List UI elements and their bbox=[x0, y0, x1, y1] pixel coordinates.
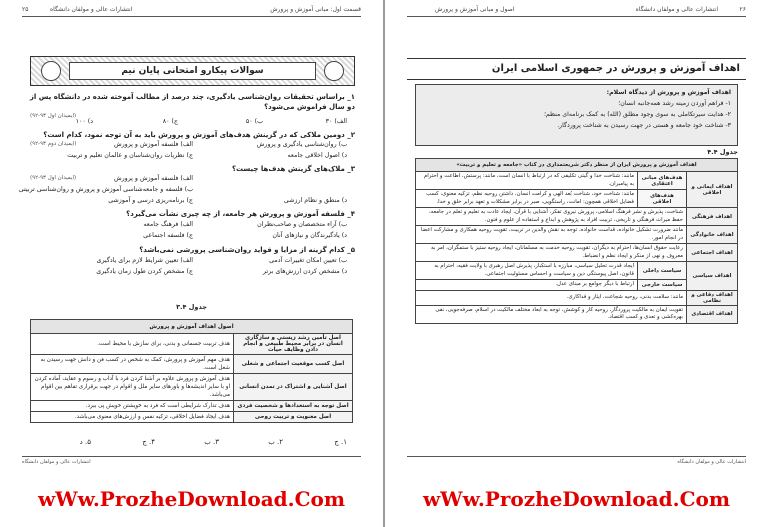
goal-category: اهداف ایمانی و اخلاقی bbox=[687, 172, 738, 208]
table-3-4-caption: جدول ۳.۴ bbox=[176, 303, 207, 311]
left-page-header bbox=[22, 6, 361, 17]
watermark: wWw.ProzheDownload.Com bbox=[37, 487, 346, 511]
table-row bbox=[416, 305, 738, 323]
answer-3: ۳. ب bbox=[204, 438, 219, 446]
table-row-description: هدف تربیت جسمانی و بدنی، برای سازش با محیط است. bbox=[31, 334, 234, 355]
question-4-option-c: ج) فلسفه اجتماعی bbox=[143, 232, 193, 239]
table-row-principle: اصل توجه به استعدادها و شخصیت فردی bbox=[234, 401, 353, 412]
table-row bbox=[31, 334, 353, 355]
question-5-option-a: الف) تعیین شرایط لازم برای یادگیری bbox=[96, 257, 193, 264]
question-5-option-b: ب) تعیین امکان تغییرات آدمی bbox=[269, 257, 347, 264]
left-page bbox=[0, 0, 383, 527]
right-header-series: انتشارات عالی و مولفان دانشگاه bbox=[635, 6, 718, 13]
question-1-option-c: ج) ۸۰ bbox=[162, 118, 178, 125]
answer-2: ۲. ب bbox=[268, 438, 283, 446]
table-row bbox=[31, 401, 353, 412]
question-4-option-a: الف) فرهنگ جامعه bbox=[143, 221, 193, 228]
goal-subcategory: سیاست خارجی bbox=[638, 280, 687, 291]
goal-description: تقویت ایمان به مالکیت پروردگار، روحیه کار و کوشش، توجه به ابعاد مختلف مالکیت در اسلام، صرفه‌جویی، نفی بهره‌کشی و تعدی و کسب اقتصاد. bbox=[416, 305, 687, 323]
question-3-option-a: الف) فلسفه آموزش و پرورش bbox=[113, 175, 193, 182]
goal-description: مانند ضرورت تشکیل خانواده، قداست خانواده، توجه به نقش والدین در تربیت، تقویت روحیه همکاری و مشارکت اعضا در انجام امور. bbox=[416, 226, 687, 244]
table-row bbox=[31, 355, 353, 374]
question-2-option-c: ج) نظریات روان‌شناسان و عالمان تعلیم و تربیت bbox=[67, 152, 193, 159]
goal-category: اهداف اقتصادی bbox=[687, 305, 738, 323]
question-2-source: (ایمیدان دوم ۹۳-۹۲) bbox=[30, 141, 77, 147]
table-row bbox=[31, 374, 353, 401]
right-page-footer bbox=[407, 456, 746, 469]
table-row bbox=[31, 412, 353, 423]
aims-item: ۲- هدایت سیرتکاملی به سوی وجود مطلق (الله) به کمک برنامه‌ای منظم؛ bbox=[543, 111, 731, 118]
question-2: ۲_ دومین ملاکی که در گزینش هدف‌های آموزش و پرورش باید به آن توجه نمود، کدام است؟ bbox=[43, 131, 355, 139]
right-page bbox=[385, 0, 768, 527]
table-row bbox=[416, 290, 738, 305]
table-row-description: هدف تدارک شرایطی است که فرد به خویشتن خویش پی ببرد. bbox=[31, 401, 234, 412]
iran-education-goals-table bbox=[415, 158, 738, 324]
question-4-option-b: ب) آراء متخصصان و صاحب‌نظران bbox=[257, 221, 347, 228]
question-5-option-d: د) مشخص کردن ارزش‌های برتر bbox=[262, 268, 347, 275]
question-1-option-d: د) ۱۰۰ bbox=[75, 118, 93, 125]
question-3-option-c: ج) برنامه‌ریزی درسی و آموزشی bbox=[108, 197, 193, 204]
left-page-number: ۲۵ bbox=[22, 6, 29, 13]
question-4: ۴_ فلسفه آموزش و پرورش هر جامعه، از چه چیزی نشأت می‌گیرد؟ bbox=[126, 210, 355, 218]
aims-heading: اهداف آموزش و پرورش از دیدگاه اسلام: bbox=[606, 89, 731, 96]
ornament-icon bbox=[41, 61, 61, 81]
right-page-header bbox=[407, 6, 746, 17]
left-page-footer bbox=[22, 456, 361, 469]
question-2-option-a: الف) فلسفه آموزش و پرورش bbox=[113, 141, 193, 148]
question-1: ۱_ براساس تحقیقات روان‌شناسی یادگیری، چند درصد از مطالب آموخته شده در دانشگاه پس از دو سال فراموش می‌شود؟ bbox=[29, 93, 355, 111]
exam-questions-banner bbox=[30, 56, 355, 86]
goal-category: اهداف سیاسی bbox=[687, 262, 738, 291]
goal-description: ایجاد قدرت تحلیل سیاسی، مبارزه با استکبار، پذیرش اصل رهبری با ولایت فقیه، احترام به قانون، اصل پیوستگی دین و سیاست و احساس مسئولیت اجتماعی. bbox=[416, 262, 638, 280]
question-3-option-b: ب) فلسفه و جامعه‌شناسی آموزش و پرورش و روان‌شناسی تربیتی bbox=[18, 186, 193, 193]
table-row-principle: اصل کسب موقعیت اجتماعی و شغلی bbox=[234, 355, 353, 374]
table-title: اصول اهداف آموزش و پرورش bbox=[31, 320, 353, 334]
answer-1: ۱. ج bbox=[334, 438, 347, 446]
goal-description: مانند: شناخت خدا و گیتی تکلیفی که در ارتباط با انسان است، مانند: پرستش، اطاعت و احترام به پیامبران. bbox=[416, 172, 638, 190]
section-title: اهداف آموزش و پرورش در جمهوری اسلامی ایران bbox=[407, 58, 746, 80]
goal-description: شناخت، پذیرش و نشر فرهنگ اسلامی، پرورش نیروی تفکر، آشنایی با قرآن، ایجاد عادت به تعلیم و تعلم در جامعه، حفظ میراث فرهنگی و تاریخی، تربیت افراد به پژوهش و ابداع و استفاده از علوم و فنون. bbox=[416, 208, 687, 226]
aims-item: ۳- شناخت خود جامعه و هستی در جهت رسیدن به شناخت پروردگار. bbox=[557, 122, 731, 129]
question-2-option-d: د) اصول اخلاقی جامعه bbox=[287, 152, 347, 159]
left-header-series: انتشارات عالی و مولفان دانشگاه bbox=[50, 6, 133, 13]
question-3: ۳_ ملاک‌های گزینش هدف‌ها چیست؟ bbox=[231, 165, 355, 173]
table-row bbox=[416, 244, 738, 262]
goal-subcategory: هدف‌های مبانی اعتقادی bbox=[638, 172, 687, 190]
question-3-source: (ایمیدان اول ۹۳-۹۲) bbox=[30, 175, 77, 181]
watermark: wWw.ProzheDownload.Com bbox=[422, 487, 731, 511]
question-4-option-d: د) یادگیرندگان و نیازهای آنان bbox=[272, 232, 347, 239]
publisher-logo: انتشارات عالی و مولفان دانشگاه bbox=[22, 459, 91, 465]
table-row bbox=[416, 172, 738, 190]
goal-description: مانند: شناخت خود، شناخت بُعد الهی و کرامت انسان، داشتن روحیه نظم، تزکیه معنوی، کسب فضایل اخلاقی همچون: امانت، راستگویی، صبر در برابر مشکلات و تعهد برابر خلق و خدا. bbox=[416, 190, 638, 208]
table-4-4-caption: جدول ۴.۴ bbox=[707, 148, 738, 156]
goal-subcategory: هدف‌های اخلاقی bbox=[638, 190, 687, 208]
question-1-option-a: الف) ۳۰ bbox=[325, 118, 347, 125]
question-5: ۵_ کدام گزینه از مزایا و فواید روان‌شناسی پرورشی نمی‌باشد؟ bbox=[139, 246, 355, 254]
question-3-option-d: د) منطق و نظام ارزشی bbox=[283, 197, 347, 204]
goal-category: اهداف دفاعی و نظامی bbox=[687, 290, 738, 305]
goal-description: مانند: سلامت بدنی، روحیه شجاعت، ایثار و فداکاری. bbox=[416, 290, 687, 305]
table-title: اهداف آموزش و پرورش ایران از منظر دکتر شریعتمداری در کتاب «جامعه و تعلیم و تربیت» bbox=[416, 159, 738, 172]
table-row bbox=[416, 226, 738, 244]
education-principles-table bbox=[30, 319, 353, 423]
islamic-aims-box bbox=[415, 84, 738, 146]
ornament-icon bbox=[324, 61, 344, 81]
table-row bbox=[416, 208, 738, 226]
table-row-principle: اصل معنویت و تربیت روحی bbox=[234, 412, 353, 423]
answer-4: ۴. ج bbox=[142, 438, 155, 446]
table-row-description: هدف ایجاد فضایل اخلاقی، تزکیه نفس و ارزش‌های معنوی می‌باشد. bbox=[31, 412, 234, 423]
table-row-description: هدف آموزش و پرورش علاوه بر آشنا کردن فرد با آداب و رسوم و عقاید، آماده کردن او با سایر اندیشه‌ها و باورهای سایر ملل و اقوام در جهت برقراری تفاهم بین اقوام می‌باشد. bbox=[31, 374, 234, 401]
answer-5: ۵. د bbox=[79, 438, 91, 446]
table-row-principle: اصل آشنایی و اشتراک در تمدن انسانی bbox=[234, 374, 353, 401]
goal-category: اهداف اجتماعی bbox=[687, 244, 738, 262]
banner-title: سوالات پیکارو امتحانی پایان نیم bbox=[69, 62, 316, 80]
publisher-logo: انتشارات عالی و مولفان دانشگاه bbox=[677, 459, 746, 465]
table-row-description: هدف مهم آموزش و پرورش، کمک به شخص در کسب فن و دانش جهت رسیدن به شغل است. bbox=[31, 355, 234, 374]
question-1-option-b: ب) ۵۰ bbox=[245, 118, 263, 125]
left-header-chapter: قسمت اول: مبانی آموزش و پرورش bbox=[270, 6, 361, 13]
question-1-source: (ایمیدان اول ۹۳-۹۲) bbox=[30, 113, 77, 119]
goal-description: رعایت حقوق انسان‌ها، احترام به دیگران، تقویت روحیه خدمت به مسلمانان، ایجاد روحیه ستیز با ستمگران، امر به معروف و نهی از منکر و ایجاد نظم و انضباط. bbox=[416, 244, 687, 262]
right-header-chapter: اصول و مبانی آموزش و پرورش bbox=[435, 6, 515, 13]
goal-subcategory: سیاست داخلی bbox=[638, 262, 687, 280]
question-2-option-b: ب) روان‌شناسی یادگیری و پرورش bbox=[256, 141, 347, 148]
table-row bbox=[416, 262, 738, 280]
right-page-number: ۲۶ bbox=[739, 6, 746, 13]
question-5-option-c: ج) مشخص کردن طول زمان یادگیری bbox=[96, 268, 193, 275]
goal-category: اهداف خانوادگی bbox=[687, 226, 738, 244]
goal-description: ارتباط با دیگر جوامع بر مبنای عدل. bbox=[416, 280, 638, 291]
aims-item: ۱- فراهم آوردن زمینه رشد همه‌جانبه انسان؛ bbox=[618, 100, 731, 107]
goal-category: اهداف فرهنگی bbox=[687, 208, 738, 226]
table-row-principle: اصل تأمین رشد زیستی و سازگاری انسان در برابر محیط طبیعی و انجام دادن وظایف حیات bbox=[234, 334, 353, 355]
